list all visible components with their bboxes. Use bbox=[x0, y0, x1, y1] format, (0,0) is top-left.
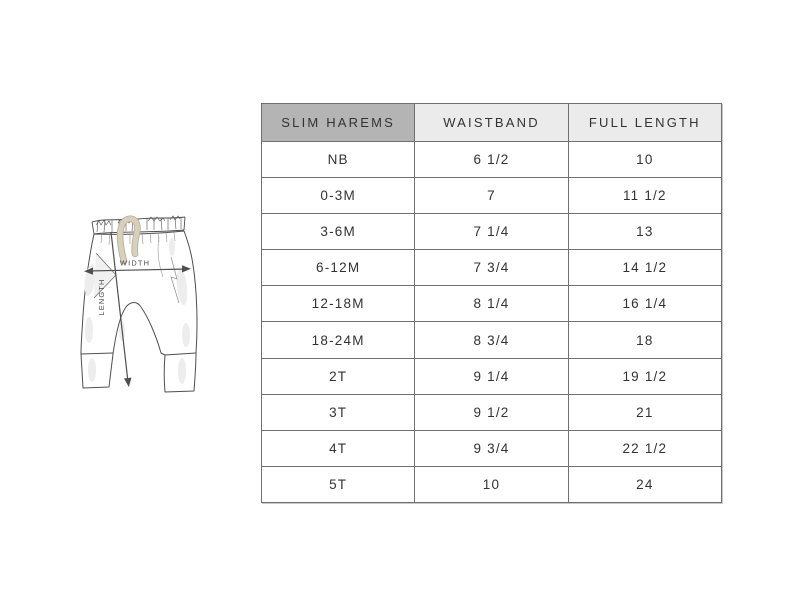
table-cell: 22 1/2 bbox=[568, 430, 721, 466]
table-cell: 19 1/2 bbox=[568, 358, 721, 394]
size-table bbox=[261, 103, 722, 503]
size-table-header bbox=[262, 104, 722, 142]
table-cell: 16 1/4 bbox=[568, 286, 721, 322]
table-row bbox=[262, 142, 722, 178]
table-row bbox=[262, 358, 722, 394]
table-cell: 6 1/2 bbox=[415, 142, 568, 178]
table-cell: 6-12M bbox=[262, 250, 415, 286]
header-waistband: WAISTBAND bbox=[415, 104, 568, 142]
table-cell: 18 bbox=[568, 322, 721, 358]
table-row bbox=[262, 178, 722, 214]
table-cell: 24 bbox=[568, 466, 721, 502]
table-row bbox=[262, 286, 722, 322]
table-cell: 10 bbox=[568, 142, 721, 178]
table-cell: 18-24M bbox=[262, 322, 415, 358]
length-label: LENGTH bbox=[97, 278, 106, 316]
size-table-body bbox=[262, 142, 722, 503]
table-cell: 11 1/2 bbox=[568, 178, 721, 214]
table-row bbox=[262, 466, 722, 502]
table-row bbox=[262, 250, 722, 286]
table-cell: 13 bbox=[568, 214, 721, 250]
table-row bbox=[262, 322, 722, 358]
table-cell: 9 1/2 bbox=[415, 394, 568, 430]
table-cell: 5T bbox=[262, 466, 415, 502]
table-cell: 3T bbox=[262, 394, 415, 430]
table-cell: 14 1/2 bbox=[568, 250, 721, 286]
size-table-grid bbox=[261, 103, 722, 503]
header-slim-harems: SLIM HAREMS bbox=[262, 104, 415, 142]
table-cell: 7 1/4 bbox=[415, 214, 568, 250]
table-cell: 9 3/4 bbox=[415, 430, 568, 466]
header-row bbox=[262, 104, 722, 142]
table-cell: 3-6M bbox=[262, 214, 415, 250]
table-cell: 2T bbox=[262, 358, 415, 394]
table-cell: 7 bbox=[415, 178, 568, 214]
table-row bbox=[262, 394, 722, 430]
pants-illustration bbox=[60, 195, 220, 435]
table-cell: 12-18M bbox=[262, 286, 415, 322]
table-cell: 7 3/4 bbox=[415, 250, 568, 286]
table-cell: 8 3/4 bbox=[415, 322, 568, 358]
table-cell: 9 1/4 bbox=[415, 358, 568, 394]
header-full-length: FULL LENGTH bbox=[568, 104, 721, 142]
table-cell: 8 1/4 bbox=[415, 286, 568, 322]
width-label: WIDTH bbox=[119, 258, 151, 268]
table-cell: 4T bbox=[262, 430, 415, 466]
table-cell: 21 bbox=[568, 394, 721, 430]
table-cell: NB bbox=[262, 142, 415, 178]
table-cell: 0-3M bbox=[262, 178, 415, 214]
table-row bbox=[262, 430, 722, 466]
table-row bbox=[262, 214, 722, 250]
length-arrowhead bbox=[124, 378, 132, 387]
table-cell: 10 bbox=[415, 466, 568, 502]
